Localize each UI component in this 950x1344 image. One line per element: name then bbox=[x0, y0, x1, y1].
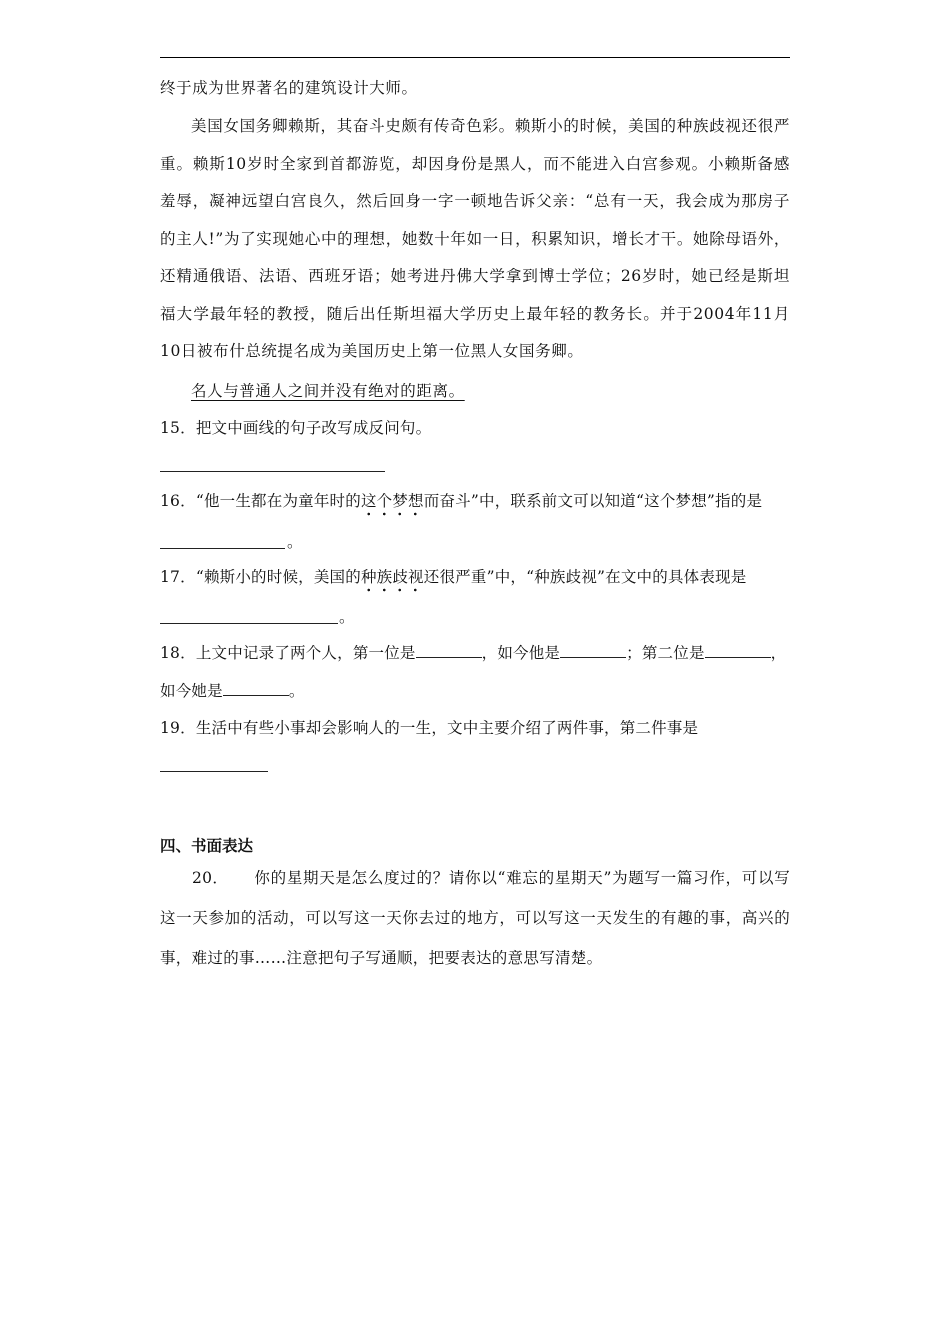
question-18-line2 bbox=[160, 679, 790, 701]
q20-text: 你的星期天是怎么度过的？请你以“难忘的星期天”为题写一篇习作，可以写这一天参加的活动，可以写这一天你去过的地方，可以写这一天发生的有趣的事，高兴的事，难过的事……注意把句子写通顺，把要表达的意思写清楚。 bbox=[160, 869, 790, 967]
q17-end: 。 bbox=[339, 608, 355, 626]
header-rule bbox=[160, 57, 790, 58]
underlined-sentence: 名人与普通人之间并没有绝对的距离。 bbox=[191, 382, 465, 400]
q16-post: 而奋斗”中，联系前文可以知道“这个梦想”指的是 bbox=[423, 492, 763, 510]
q18-a: 18．上文中记录了两个人，第一位是 bbox=[160, 644, 416, 662]
answer-blank-17[interactable] bbox=[160, 623, 338, 624]
question-16 bbox=[160, 489, 790, 511]
answer-blank-16[interactable] bbox=[160, 548, 285, 549]
q20-number: 20． bbox=[192, 869, 229, 887]
underlined-sentence-block bbox=[160, 373, 790, 411]
q18-c: ；第二位是 bbox=[626, 644, 705, 662]
section-heading: 四、书面表达 bbox=[160, 837, 254, 855]
answer-blank-15[interactable] bbox=[160, 471, 385, 472]
q16-emphasis: 这个梦想 bbox=[361, 492, 424, 517]
q18-e: 如今她是 bbox=[160, 682, 223, 700]
question-20 bbox=[160, 858, 790, 978]
q17-pre: 17．“赖斯小的时候，美国的 bbox=[160, 568, 361, 586]
q17-emphasis: 种族歧视 bbox=[361, 568, 424, 593]
passage-line-0: 终于成为世界著名的建筑设计大师。 bbox=[160, 79, 418, 97]
answer-blank-18-3[interactable] bbox=[705, 656, 771, 658]
answer-blank-18-4[interactable] bbox=[223, 694, 289, 696]
q18-f: 。 bbox=[288, 682, 305, 700]
question-18-line1 bbox=[160, 641, 790, 663]
q18-d: ， bbox=[770, 644, 787, 662]
question-17 bbox=[160, 565, 790, 587]
question-15: 15．把文中画线的句子改写成反问句。 bbox=[160, 419, 432, 437]
q16-pre: 16．“他一生都在为童年时的 bbox=[160, 492, 361, 510]
answer-blank-18-2[interactable] bbox=[560, 656, 626, 658]
question-19: 19．生活中有些小事却会影响人的一生，文中主要介绍了两件事，第二件事是 bbox=[160, 719, 699, 737]
q17-post: 还很严重”中，“种族歧视”在文中的具体表现是 bbox=[423, 568, 747, 586]
passage-paragraph-rice: 美国女国务卿赖斯，其奋斗史颇有传奇色彩。赖斯小的时候，美国的种族歧视还很严重。赖斯10岁时全家到首都游览，却因身份是黑人，而不能进入白宫参观。小赖斯备感羞辱，凝神远望白宫良久，然后回身一字一顿地告诉父亲：“总有一天，我会成为那房子的主人!”为了实现她心中的理想，她数十年如一日，积累知识，增长才干。她除母语外，还精通俄语、法语、西班牙语；她考进丹佛大学拿到博士学位；26岁时，她已经是斯坦福大学最年轻的教授，随后出任斯坦福大学历史上最年轻的教务长。并于2004年11月10日被布什总统提名成为美国历史上第一位黑人女国务卿。 bbox=[160, 117, 790, 360]
answer-blank-19[interactable] bbox=[160, 771, 268, 772]
answer-blank-18-1[interactable] bbox=[416, 656, 482, 658]
q16-end: 。 bbox=[287, 533, 303, 551]
q18-b: ，如今他是 bbox=[481, 644, 561, 662]
